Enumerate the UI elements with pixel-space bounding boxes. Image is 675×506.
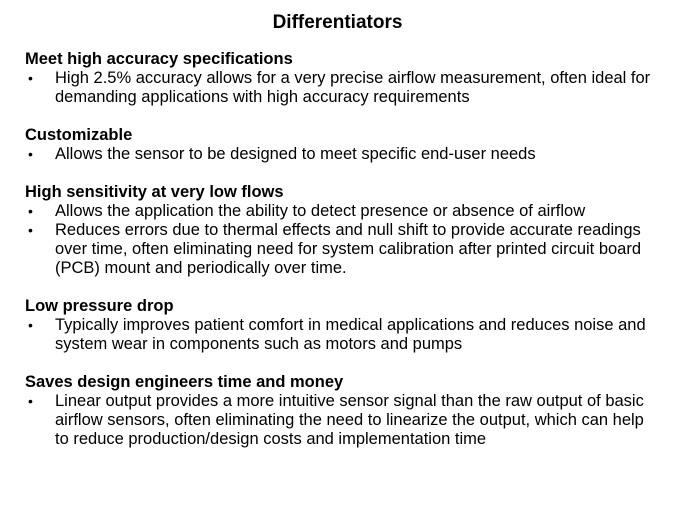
section-heading: Customizable <box>25 126 133 144</box>
section-heading: High sensitivity at very low flows <box>25 183 284 201</box>
bullet-icon: • <box>28 70 33 86</box>
bullet-list <box>25 392 660 449</box>
section-pressure-drop <box>25 297 660 354</box>
bullet-item <box>25 392 660 449</box>
bullet-item <box>25 69 660 107</box>
bullet-list <box>25 316 660 354</box>
bullet-icon: • <box>28 393 33 409</box>
slide-title: Differentiators <box>272 12 403 33</box>
section-accuracy <box>25 50 660 107</box>
bullet-item <box>25 202 660 221</box>
section-saves-time <box>25 373 660 449</box>
bullet-text: High 2.5% accuracy allows for a very precise airflow measurement, often ideal for demanding applications with high accuracy requirements <box>55 69 651 106</box>
section-heading: Saves design engineers time and money <box>25 373 344 391</box>
bullet-list <box>25 202 660 278</box>
bullet-item <box>25 145 660 164</box>
bullet-text: Allows the sensor to be designed to meet specific end-user needs <box>55 145 536 163</box>
bullet-icon: • <box>28 317 33 333</box>
slide-content <box>25 50 660 468</box>
bullet-icon: • <box>28 222 33 238</box>
bullet-list <box>25 145 660 164</box>
bullet-icon: • <box>28 146 33 162</box>
section-sensitivity <box>25 183 660 278</box>
bullet-text: Typically improves patient comfort in medical applications and reduces noise and system wear in components such as motors and pumps <box>55 316 646 353</box>
section-heading: Low pressure drop <box>25 297 174 315</box>
bullet-text: Reduces errors due to thermal effects and null shift to provide accurate readings over time, often eliminating need for system calibration after printed circuit board (PCB) mount and periodically over time. <box>55 221 642 277</box>
section-customizable <box>25 126 660 164</box>
bullet-item <box>25 221 660 278</box>
bullet-text: Linear output provides a more intuitive sensor signal than the raw output of basic airflow sensors, often eliminating the need to linearize the output, which can help to reduce production/design costs and implementation time <box>55 392 644 448</box>
section-heading: Meet high accuracy specifications <box>25 50 293 68</box>
bullet-list <box>25 69 660 107</box>
bullet-icon: • <box>28 203 33 219</box>
bullet-item <box>25 316 660 354</box>
bullet-text: Allows the application the ability to detect presence or absence of airflow <box>55 202 586 220</box>
